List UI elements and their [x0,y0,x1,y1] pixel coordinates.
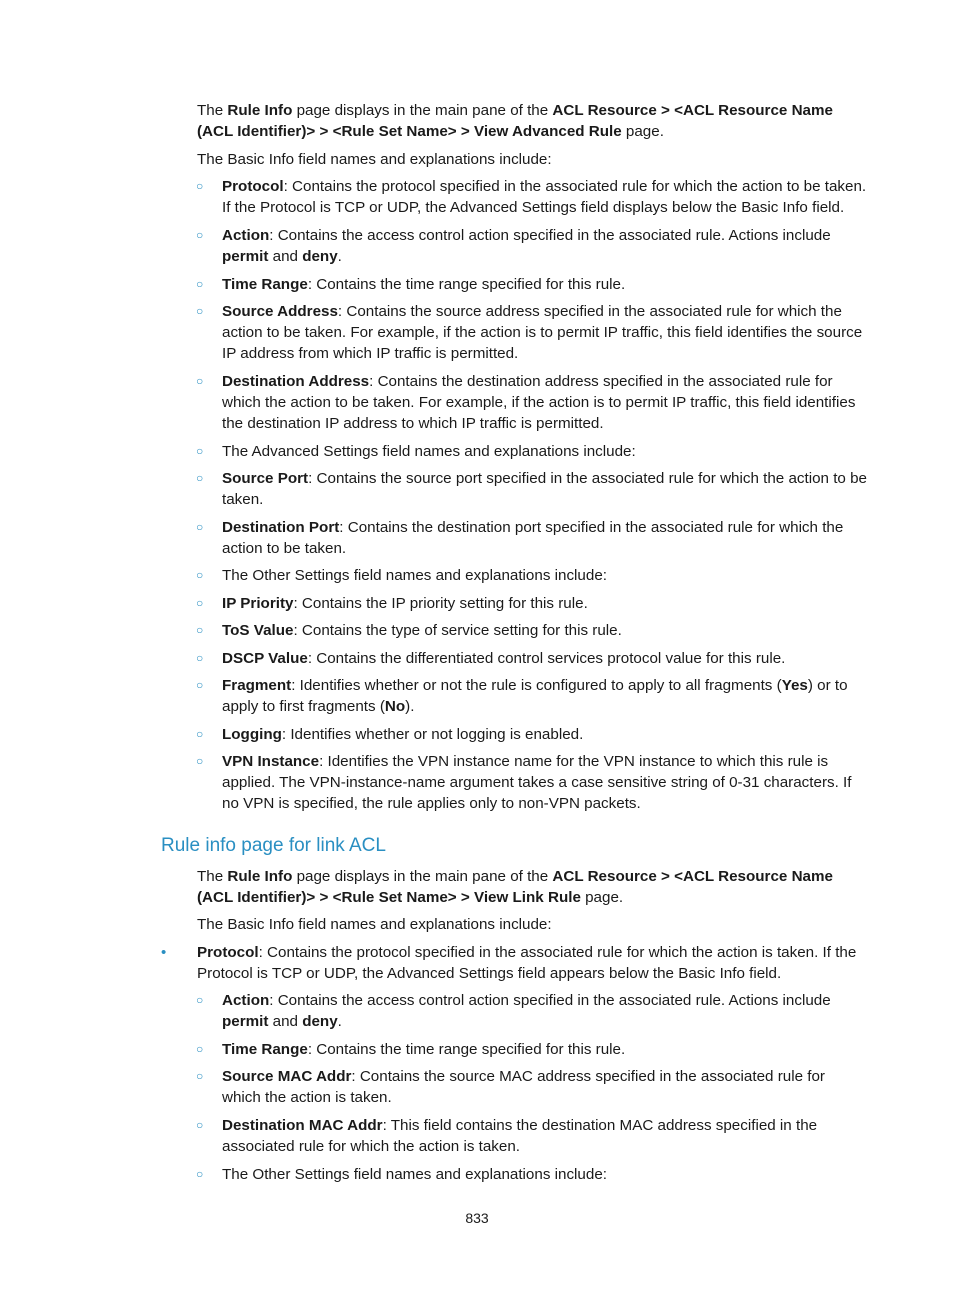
intro-path: ACL Resource > <ACL Resource Name (ACL Identifier)> > <Rule Set Name> > View Link Rule [197,868,833,906]
list-item [222,593,867,614]
dot-bullet-icon: • [161,944,167,961]
list-item [222,648,867,669]
item-term: Action [222,992,270,1009]
list-item [222,990,867,1032]
item-text: : Contains the time range specified for this rule. [307,276,626,293]
circle-bullet-icon: ○ [196,444,204,458]
item-term: Fragment [222,677,292,694]
list-item [222,1066,867,1108]
list-item [222,517,867,559]
circle-bullet-icon: ○ [196,228,204,242]
item-term: VPN Instance [222,753,320,770]
list-item [197,942,867,984]
item-text: ) or to apply to first fragments ( [222,677,848,715]
item-keyword: deny [302,1013,338,1030]
circle-bullet-icon: ○ [196,754,204,768]
item-text: : Contains the source MAC address specified in the associated rule for which the action is taken. [222,1068,825,1106]
item-term: Destination Address [222,373,370,390]
item-text: : This field contains the destination MAC address specified in the associated rule for which the action is taken. [222,1117,818,1155]
item-term: Destination Port [222,519,340,536]
item-text: : Contains the IP priority setting for this rule. [293,595,588,612]
item-text: : Identifies the VPN instance name for the VPN instance to which this rule is applied. The VPN-instance-name argument takes a case sensitive string of 0-31 characters. If no VPN is specified, the rule applies only to non-VPN packets. [222,753,852,812]
circle-bullet-icon: ○ [196,520,204,534]
intro-text: page. [621,123,664,140]
intro-text: The [197,868,228,885]
circle-bullet-icon: ○ [196,596,204,610]
list-item [222,751,867,814]
circle-bullet-icon: ○ [196,1167,204,1181]
item-term: Protocol [222,178,284,195]
item-keyword: permit [222,1013,269,1030]
intro-text: page. [580,889,624,906]
item-term: Time Range [222,276,308,293]
item-term: Source Address [222,303,338,320]
list-item [222,176,867,218]
item-keyword: No [384,698,406,715]
list-item: The Other Settings field names and explanations include: [222,567,607,584]
item-keyword: Yes [781,677,808,694]
section-heading: Rule info page for link ACL [161,835,386,856]
circle-bullet-icon: ○ [196,1118,204,1132]
item-text: : Contains the protocol specified in the associated rule for which the action to be taken. If the Protocol is TCP or UDP, the Advanced Settings field displays below the Basic Info field. [222,178,867,216]
intro-paragraph-advanced [197,100,867,142]
item-term: Logging [222,726,282,743]
intro-term: Rule Info [227,102,293,119]
circle-bullet-icon: ○ [196,277,204,291]
item-term: Destination MAC Addr [222,1117,383,1134]
intro-text: page displays in the main pane of the [292,102,553,119]
list-item: The Advanced Settings field names and explanations include: [222,443,636,460]
intro-paragraph-link [197,866,867,908]
list-item [222,301,867,364]
item-term: IP Priority [222,595,294,612]
intro-text: page displays in the main pane of the [292,868,553,885]
list-item [222,468,867,510]
circle-bullet-icon: ○ [196,471,204,485]
item-text: : Contains the destination port specified in the associated rule for which the action to be taken. [222,519,844,557]
intro-term: Rule Info [227,868,293,885]
circle-bullet-icon: ○ [196,1042,204,1056]
basic-info-line: The Basic Info field names and explanations include: [197,151,552,168]
circle-bullet-icon: ○ [196,623,204,637]
intro-text: The [197,102,228,119]
list-item [222,675,867,717]
list-item [222,1115,867,1157]
item-text: . [337,1013,342,1030]
item-term: Source MAC Addr [222,1068,352,1085]
circle-bullet-icon: ○ [196,651,204,665]
list-item: The Other Settings field names and explanations include: [222,1166,607,1183]
item-text: : Contains the destination address specified in the associated rule for which the action to be taken. For example, if the action is to permit IP traffic, this field identifies the destination IP address to which IP traffic is permitted. [222,373,856,432]
intro-path: ACL Resource > <ACL Resource Name (ACL Identifier)> > <Rule Set Name> > View Advanced Rule [197,102,833,140]
item-keyword: deny [302,248,338,265]
item-text: : Contains the access control action specified in the associated rule. Actions include [269,227,831,244]
basic-info-line: The Basic Info field names and explanations include: [197,916,552,933]
item-term: ToS Value [222,622,294,639]
page-number: 833 [465,1210,489,1226]
item-text: and [268,248,303,265]
item-text: : Contains the differentiated control services protocol value for this rule. [307,650,786,667]
item-keyword: permit [222,248,269,265]
circle-bullet-icon: ○ [196,678,204,692]
circle-bullet-icon: ○ [196,304,204,318]
circle-bullet-icon: ○ [196,179,204,193]
circle-bullet-icon: ○ [196,993,204,1007]
list-item [222,620,867,641]
item-term: Source Port [222,470,309,487]
list-item [222,274,867,295]
circle-bullet-icon: ○ [196,374,204,388]
item-text: . [337,248,342,265]
circle-bullet-icon: ○ [196,568,204,582]
item-text: : Contains the time range specified for this rule. [307,1041,626,1058]
item-text: : Contains the protocol specified in the associated rule for which the action is taken. If the Protocol is TCP or UDP, the Advanced Settings field appears below the Basic Info field. [197,944,857,982]
item-term: Protocol [197,944,259,961]
item-term: DSCP Value [222,650,308,667]
item-text: : Identifies whether or not the rule is configured to apply to all fragments ( [291,677,782,694]
item-text: : Contains the access control action specified in the associated rule. Actions include [269,992,831,1009]
item-text: : Identifies whether or not logging is enabled. [281,726,584,743]
item-term: Action [222,227,270,244]
item-text: ). [405,698,415,715]
circle-bullet-icon: ○ [196,727,204,741]
list-item [222,724,867,745]
item-text: : Contains the type of service setting for this rule. [293,622,622,639]
item-term: Time Range [222,1041,308,1058]
list-item [222,371,867,434]
item-text: : Contains the source address specified in the associated rule for which the action to be taken. For example, if the action is to permit IP traffic, this field identifies the source IP address from which IP traffic is permitted. [222,303,863,362]
list-item [222,225,867,267]
item-text: : Contains the source port specified in the associated rule for which the action to be taken. [222,470,867,508]
circle-bullet-icon: ○ [196,1069,204,1083]
list-item [222,1039,867,1060]
item-text: and [268,1013,303,1030]
